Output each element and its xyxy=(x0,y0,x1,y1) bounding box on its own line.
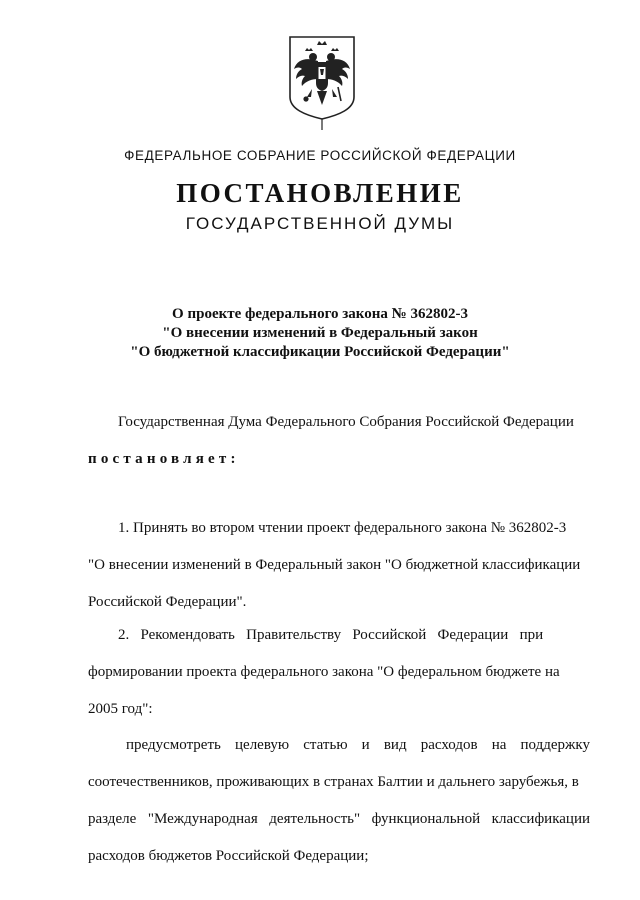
item-2-sub-line: расходов бюджетов Российской Федерации; xyxy=(88,848,369,864)
resolves-word: постановляет: xyxy=(88,451,240,467)
organization-name: ФЕДЕРАЛЬНОЕ СОБРАНИЕ РОССИЙСКОЙ ФЕДЕРАЦИИ xyxy=(124,148,516,163)
item-1-paragraph xyxy=(88,510,590,621)
item-2-line: 2005 год": xyxy=(88,701,153,717)
item-2-paragraph xyxy=(88,617,590,728)
coat-of-arms-icon xyxy=(287,35,357,131)
item-2-line: формировании проекта федерального закона "О федеральном бюджете на xyxy=(88,664,560,680)
subject-line: О проекте федерального закона № 362802-3 xyxy=(172,306,468,322)
item-2-sub-line: предусмотреть целевую статью и вид расходов на поддержку xyxy=(126,737,590,753)
subject-line: "О внесении изменений в Федеральный закон xyxy=(162,325,478,341)
item-1-line: Российской Федерации". xyxy=(88,594,247,610)
resolves-paragraph xyxy=(88,441,590,478)
item-1-line: "О внесении изменений в Федеральный закон "О бюджетной классификации xyxy=(88,557,581,573)
resolution-subject xyxy=(0,305,640,362)
preamble-paragraph xyxy=(88,404,590,441)
preamble-text: Государственная Дума Федерального Собрания Российской Федерации xyxy=(118,414,574,430)
document-subtitle: ГОСУДАРСТВЕННОЙ ДУМЫ xyxy=(185,214,455,233)
item-2-line: 2. Рекомендовать Правительству Российской Федерации при xyxy=(118,627,544,643)
subject-line: "О бюджетной классификации Российской Федерации" xyxy=(130,344,510,360)
document-title: ПОСТАНОВЛЕНИЕ xyxy=(176,178,464,208)
item-2-sub-line: разделе "Международная деятельность" функциональной классификации xyxy=(88,811,590,827)
item-2-sub-line: соотечественников, проживающих в странах Балтии и дальнего зарубежья, в xyxy=(88,774,579,790)
item-2-sub-paragraph xyxy=(88,727,590,875)
item-1-line: 1. Принять во втором чтении проект федерального закона № 362802-3 xyxy=(118,520,567,536)
